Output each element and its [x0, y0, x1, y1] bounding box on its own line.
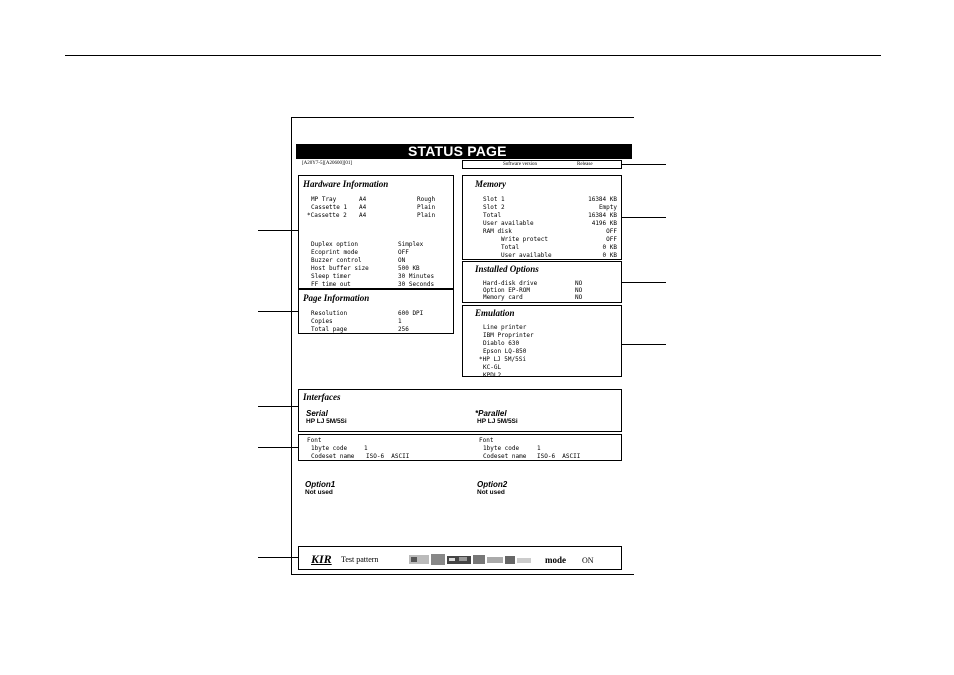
hw-setting-value: Simplex	[398, 241, 424, 248]
memory-row: RAM disk	[483, 228, 512, 235]
callout-line-font	[258, 447, 298, 448]
codeset-label-parallel: Codeset name	[483, 453, 527, 460]
interfaces-heading: Interfaces	[303, 392, 341, 402]
serial-label: Serial	[306, 409, 328, 418]
callout-line-software	[622, 164, 666, 165]
sheet-left-edge	[291, 117, 292, 575]
software-version-value: Release	[577, 162, 593, 167]
memory-heading: Memory	[475, 179, 506, 189]
byte-code-label-parallel: 1byte code	[483, 445, 520, 452]
font-settings-panel	[298, 434, 622, 461]
installed-options-heading: Installed Options	[475, 264, 539, 274]
option-value: NO	[575, 294, 583, 301]
firmware-code: [A20Y7-5][A20600][01]	[302, 161, 352, 166]
hw-row-size: A4	[359, 212, 367, 219]
header-rule	[65, 55, 881, 56]
mode-label: mode	[545, 555, 566, 565]
hw-row-type: Plain	[417, 204, 436, 211]
serial-emulation: HP LJ 5M/5Si	[306, 418, 347, 425]
memory-value: 4196 KB	[591, 220, 617, 227]
interfaces-panel	[298, 389, 622, 432]
emulation-heading: Emulation	[475, 308, 515, 318]
memory-row: User available	[483, 220, 534, 227]
emulation-item: KC-GL	[483, 364, 502, 371]
hw-row-size: A4	[359, 204, 367, 211]
hw-row: Cassette 1	[311, 204, 348, 211]
emulation-panel	[462, 305, 622, 377]
option1-label: Option1	[305, 480, 336, 489]
memory-row: Total	[501, 244, 520, 251]
emulation-item: KPDL2	[483, 372, 502, 379]
page-information-heading: Page Information	[303, 293, 370, 303]
font-label-serial: Font	[307, 437, 322, 444]
callout-line-kir	[258, 557, 298, 558]
hw-setting: Host buffer size	[311, 265, 369, 272]
callout-line-memory	[622, 217, 666, 218]
hw-setting-value: OFF	[398, 249, 409, 256]
emulation-item: *HP LJ 5M/5Si	[479, 356, 526, 363]
memory-value: 0 KB	[602, 244, 617, 251]
memory-panel	[462, 175, 622, 260]
hardware-information-panel	[298, 175, 454, 289]
option-value: NO	[575, 287, 583, 294]
hw-row: *Cassette 2	[307, 212, 347, 219]
hw-row: MP Tray	[311, 196, 337, 203]
parallel-label: *Parallel	[475, 409, 507, 418]
memory-value: Empty	[598, 204, 617, 211]
callout-line-hardware	[258, 230, 298, 231]
memory-value: OFF	[606, 228, 617, 235]
sheet-bottom-edge	[292, 574, 634, 575]
hw-setting: Duplex option	[311, 241, 358, 248]
memory-row: Total	[483, 212, 502, 219]
memory-value: 16384 KB	[588, 212, 617, 219]
font-label-parallel: Font	[479, 437, 494, 444]
byte-code-value-serial: 1	[364, 445, 368, 452]
kir-footer-panel	[298, 546, 622, 570]
emulation-item: Line printer	[483, 324, 527, 331]
hw-setting: Sleep timer	[311, 273, 351, 280]
installed-options-panel	[462, 261, 622, 303]
emulation-item: Diablo 630	[483, 340, 520, 347]
hw-row-type: Rough	[417, 196, 436, 203]
memory-row: Slot 2	[483, 204, 505, 211]
emulation-item: IBM Proprinter	[483, 332, 534, 339]
page-info-row: Copies	[311, 318, 333, 325]
byte-code-value-parallel: 1	[537, 445, 541, 452]
page-information-panel	[298, 289, 454, 334]
emulation-item: Epson LQ-850	[483, 348, 527, 355]
byte-code-label-serial: 1byte code	[311, 445, 348, 452]
hw-row-size: A4	[359, 196, 367, 203]
page-info-value: 1	[398, 318, 402, 325]
option-row: Hard-disk drive	[483, 280, 538, 287]
mode-value: ON	[582, 556, 594, 565]
hw-setting-value: ON	[398, 257, 406, 264]
page-info-row: Total page	[311, 326, 348, 333]
page-info-row: Resolution	[311, 310, 348, 317]
hw-setting: FF time out	[311, 281, 351, 288]
hw-setting: Buzzer control	[311, 257, 362, 264]
callout-line-interfaces	[258, 406, 298, 407]
memory-row: Slot 1	[483, 196, 505, 203]
hw-setting-value: 30 Minutes	[398, 273, 435, 280]
option-row: Memory card	[483, 294, 523, 301]
option-row: Option EP-ROM	[483, 287, 530, 294]
test-pattern-graphic	[409, 554, 533, 566]
hardware-information-heading: Hardware Information	[303, 179, 389, 189]
memory-value: 16384 KB	[588, 196, 617, 203]
page-info-value: 600 DPI	[398, 310, 424, 317]
codeset-value-parallel: ISO-6 ASCII	[537, 453, 581, 460]
hw-setting-value: 500 KB	[398, 265, 420, 272]
kir-logo: KIR	[311, 552, 332, 566]
option2-label: Option2	[477, 480, 508, 489]
software-version-label: Software version	[503, 162, 538, 167]
option-value: NO	[575, 280, 583, 287]
hw-setting: Ecoprint mode	[311, 249, 358, 256]
parallel-emulation: HP LJ 5M/5Si	[477, 418, 518, 425]
hw-setting-value: 30 Seconds	[398, 281, 435, 288]
memory-value: 0 KB	[602, 252, 617, 259]
callout-line-emulation	[622, 344, 666, 345]
option1-value: Not used	[305, 489, 333, 496]
memory-value: OFF	[606, 236, 617, 243]
test-pattern-label: Test pattern	[341, 555, 379, 564]
memory-row: User available	[501, 252, 552, 259]
codeset-value-serial: ISO-6 ASCII	[366, 453, 410, 460]
memory-row: Write protect	[501, 236, 548, 243]
sheet-top-edge	[292, 117, 634, 118]
callout-line-options	[622, 282, 666, 283]
status-page-title: STATUS PAGE	[296, 144, 632, 159]
codeset-label-serial: Codeset name	[311, 453, 355, 460]
callout-line-page-info	[258, 311, 298, 312]
page-info-value: 256	[398, 326, 409, 333]
option2-value: Not used	[477, 489, 505, 496]
hw-row-type: Plain	[417, 212, 436, 219]
software-version-box	[462, 160, 622, 169]
